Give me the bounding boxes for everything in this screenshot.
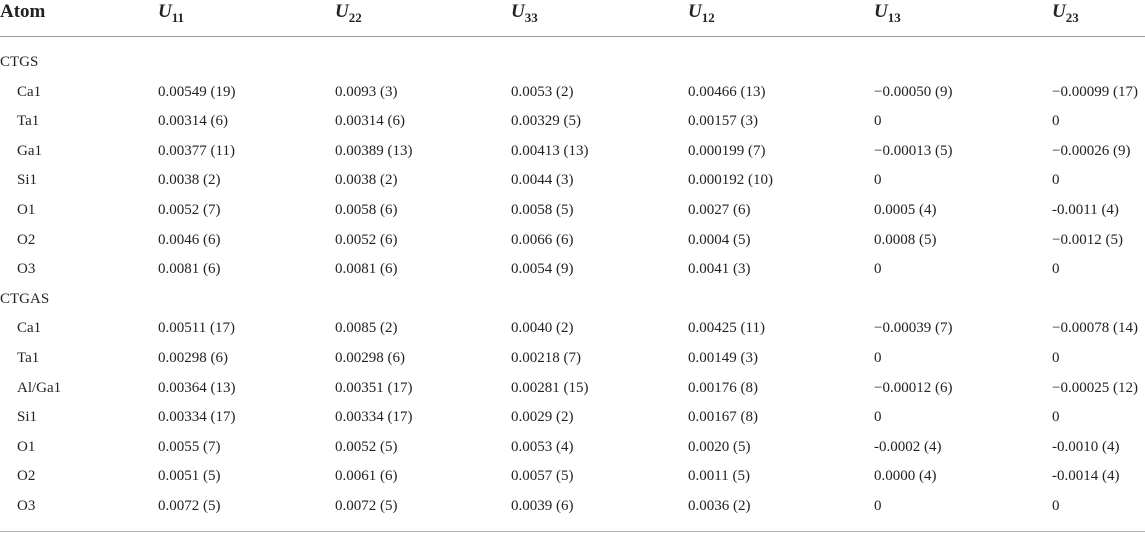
atom-cell: Ca1 <box>17 320 42 337</box>
atom-cell: Ta1 <box>17 113 40 130</box>
value-cell: 0.0044 (3) <box>511 172 574 189</box>
header-u22: $U_{22}$ <box>335 1 362 25</box>
table-row <box>0 136 1145 166</box>
table-row <box>0 402 1145 432</box>
value-cell: 0.0029 (2) <box>511 409 574 426</box>
header-atom: Atom <box>0 1 46 22</box>
value-cell: 0.00377 (11) <box>158 142 235 159</box>
value-cell: 0.00314 (6) <box>335 113 405 130</box>
value-cell: 0.0051 (5) <box>158 468 221 485</box>
value-cell: −0.00039 (7) <box>874 320 953 337</box>
table-row <box>0 77 1145 107</box>
value-cell: 0.0039 (6) <box>511 498 574 514</box>
value-cell: -0.0002 (4) <box>874 438 942 455</box>
value-cell: 0.0081 (6) <box>335 261 398 278</box>
atom-cell: Ga1 <box>17 142 42 159</box>
value-cell: 0.0055 (7) <box>158 438 221 455</box>
value-cell: 0.00334 (17) <box>158 409 236 426</box>
table-row <box>0 373 1145 403</box>
value-cell: −0.00012 (6) <box>874 379 953 396</box>
table-row <box>0 225 1145 255</box>
value-cell: 0.00176 (8) <box>688 379 758 396</box>
atom-cell: Si1 <box>17 172 38 189</box>
header-u12: $U_{12}$ <box>688 1 715 25</box>
value-cell: 0.0020 (5) <box>688 438 751 455</box>
value-cell: 0.0046 (6) <box>158 231 221 248</box>
section-title: CTGS <box>0 54 39 70</box>
value-cell: 0.0011 (5) <box>688 468 750 485</box>
atom-cell: O3 <box>17 498 36 514</box>
section-title: CTGAS <box>0 290 50 307</box>
atom-cell: O1 <box>17 202 36 218</box>
atom-cell: Al/Ga1 <box>17 379 62 396</box>
value-cell: 0.0072 (5) <box>335 498 398 514</box>
value-cell: 0 <box>1052 261 1060 278</box>
atom-cell: Ca1 <box>17 83 42 100</box>
header-u11: $U_{11}$ <box>158 1 185 25</box>
value-cell: 0.00413 (13) <box>511 142 589 159</box>
value-cell: 0.000192 (10) <box>688 172 773 189</box>
value-cell: −0.0012 (5) <box>1052 231 1123 248</box>
value-cell: 0.0085 (2) <box>335 320 398 337</box>
header-u23: $U_{23}$ <box>1052 1 1079 25</box>
atom-cell: O2 <box>17 468 36 485</box>
value-cell: 0.0072 (5) <box>158 498 221 514</box>
value-cell: 0.0038 (2) <box>335 172 398 189</box>
value-cell: 0.0058 (6) <box>335 202 398 218</box>
value-cell: 0.00298 (6) <box>158 350 228 366</box>
value-cell: 0.00149 (3) <box>688 350 758 366</box>
value-cell: 0.0093 (3) <box>335 83 398 100</box>
value-cell: 0 <box>874 350 882 366</box>
table-header <box>0 0 1145 37</box>
value-cell: 0.0061 (6) <box>335 468 398 485</box>
value-cell: 0.00364 (13) <box>158 379 236 396</box>
value-cell: 0.0057 (5) <box>511 468 574 485</box>
value-cell: 0 <box>874 172 882 189</box>
table-row <box>0 343 1145 373</box>
value-cell: 0 <box>1052 113 1060 130</box>
table-row <box>0 491 1145 521</box>
value-cell: −0.00050 (9) <box>874 83 953 100</box>
value-cell: −0.00099 (17) <box>1052 83 1138 100</box>
value-cell: 0.0027 (6) <box>688 202 751 218</box>
table-row <box>0 106 1145 136</box>
value-cell: 0.00167 (8) <box>688 409 758 426</box>
value-cell: 0.0004 (5) <box>688 231 751 248</box>
table-row <box>0 461 1145 491</box>
table-row <box>0 432 1145 462</box>
value-cell: −0.00025 (12) <box>1052 379 1138 396</box>
value-cell: 0.0041 (3) <box>688 261 751 278</box>
value-cell: 0 <box>1052 498 1060 514</box>
atom-cell: Ta1 <box>17 350 40 366</box>
value-cell: 0.0058 (5) <box>511 202 574 218</box>
value-cell: -0.0011 (4) <box>1052 202 1119 218</box>
table-row <box>0 313 1145 343</box>
value-cell: 0 <box>1052 350 1060 366</box>
value-cell: 0.00298 (6) <box>335 350 405 366</box>
value-cell: 0.0036 (2) <box>688 498 751 514</box>
value-cell: 0.00218 (7) <box>511 350 581 366</box>
value-cell: 0.0040 (2) <box>511 320 574 337</box>
value-cell: 0.0053 (4) <box>511 438 574 455</box>
atom-cell: O3 <box>17 261 36 278</box>
value-cell: -0.0014 (4) <box>1052 468 1120 485</box>
value-cell: −0.00078 (14) <box>1052 320 1138 337</box>
atom-cell: O1 <box>17 438 36 455</box>
value-cell: 0 <box>874 498 882 514</box>
value-cell: 0.0038 (2) <box>158 172 221 189</box>
header-u13: $U_{13}$ <box>874 1 901 25</box>
value-cell: 0.00334 (17) <box>335 409 413 426</box>
value-cell: 0.0054 (9) <box>511 261 574 278</box>
atom-cell: O2 <box>17 231 36 248</box>
value-cell: −0.00026 (9) <box>1052 142 1131 159</box>
value-cell: 0.0052 (6) <box>335 231 398 248</box>
table-row <box>0 195 1145 225</box>
value-cell: 0.0052 (5) <box>335 438 398 455</box>
value-cell: 0.00281 (15) <box>511 379 589 396</box>
value-cell: 0.00351 (17) <box>335 379 413 396</box>
value-cell: 0.00466 (13) <box>688 83 766 100</box>
value-cell: 0.00389 (13) <box>335 142 413 159</box>
value-cell: 0 <box>874 261 882 278</box>
table-bottom-rule <box>0 531 1145 532</box>
value-cell: 0.0052 (7) <box>158 202 221 218</box>
value-cell: 0.00314 (6) <box>158 113 228 130</box>
table-row <box>0 165 1145 195</box>
value-cell: 0.00157 (3) <box>688 113 758 130</box>
value-cell: 0 <box>874 113 882 130</box>
value-cell: 0.00511 (17) <box>158 320 235 337</box>
value-cell: 0 <box>1052 409 1060 426</box>
value-cell: 0.0000 (4) <box>874 468 937 485</box>
value-cell: −0.00013 (5) <box>874 142 953 159</box>
value-cell: 0 <box>1052 172 1060 189</box>
atom-cell: Si1 <box>17 409 38 426</box>
value-cell: 0.000199 (7) <box>688 142 766 159</box>
table-row <box>0 254 1145 284</box>
value-cell: 0 <box>874 409 882 426</box>
value-cell: 0.00329 (5) <box>511 113 581 130</box>
value-cell: -0.0010 (4) <box>1052 438 1120 455</box>
value-cell: 0.0066 (6) <box>511 231 574 248</box>
header-u33: $U_{33}$ <box>511 1 538 25</box>
value-cell: 0.0008 (5) <box>874 231 937 248</box>
value-cell: 0.00549 (19) <box>158 83 236 100</box>
value-cell: 0.0053 (2) <box>511 83 574 100</box>
value-cell: 0.00425 (11) <box>688 320 765 337</box>
value-cell: 0.0005 (4) <box>874 202 937 218</box>
value-cell: 0.0081 (6) <box>158 261 221 278</box>
